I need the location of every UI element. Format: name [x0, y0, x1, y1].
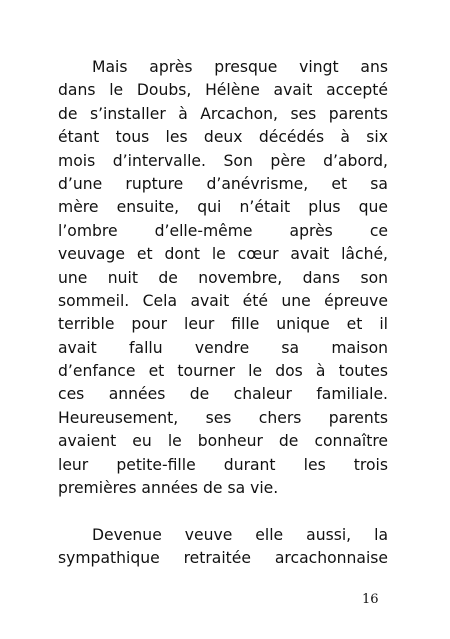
paragraph-1-line-8: l’ombre d’elle-même après ce: [58, 221, 388, 240]
paragraph-1-line-6: d’une rupture d’anévrisme, et sa: [58, 174, 388, 193]
paragraph-1-line-14: d’enfance et tourner le dos à toutes: [58, 362, 388, 381]
paragraph-1-line-18: leur petite-fille durant les trois: [58, 455, 388, 474]
paragraph-1-line-15: ces années de chaleur familiale.: [58, 385, 388, 404]
paragraph-2-line-1: Devenue veuve elle aussi, la: [92, 525, 388, 544]
paragraph-1-line-16: Heureusement, ses chers parents: [58, 408, 388, 427]
paragraph-spacer: [58, 500, 388, 523]
paragraph-1-line-12: terrible pour leur fille unique et il: [58, 315, 388, 334]
paragraph-1-line-13: avait fallu vendre sa maison: [58, 338, 388, 357]
paragraph-1-line-3: de s’installer à Arcachon, ses parents: [58, 104, 388, 123]
body-text: [58, 56, 388, 571]
paragraph-1-line-11: sommeil. Cela avait été une épreuve: [58, 291, 388, 310]
paragraph-1-line-1: Mais après presque vingt ans: [92, 58, 388, 76]
paragraph-1-line-7: mère ensuite, qui n’était plus que: [58, 198, 388, 217]
paragraph-2-line-2: sympathique retraitée arcachonnaise: [58, 549, 388, 568]
page-number: 16: [362, 592, 379, 607]
paragraph-1-line-9: veuvage et dont le cœur avait lâché,: [58, 245, 388, 264]
paragraph-1-line-10: une nuit de novembre, dans son: [58, 268, 388, 287]
paragraph-1-line-5: mois d’intervalle. Son père d’abord,: [58, 151, 388, 170]
paragraph-1-line-17: avaient eu le bonheur de connaître: [58, 432, 388, 451]
paragraph-1-line-2: dans le Doubs, Hélène avait accepté: [58, 81, 388, 100]
paragraph-1-line-4: étant tous les deux décédés à six: [58, 128, 388, 147]
paragraph-1-line-19: premières années de sa vie.: [58, 479, 279, 498]
